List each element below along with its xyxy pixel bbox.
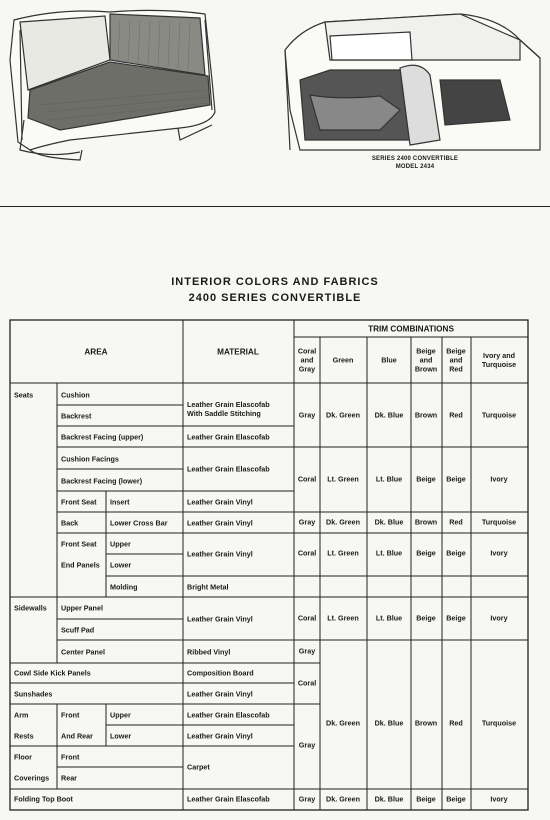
material-row-1: Leather Grain Elascofab With Saddle Stitching [187,400,270,418]
area-floor: Floor [14,752,32,762]
trim-r2-c2: Lt. Green [327,474,359,484]
trim-big-c2: Dk. Green [326,718,360,728]
header-material: MATERIAL [217,347,259,357]
area-sidewalls: Sidewalls [14,603,47,613]
trim-r3-c2: Dk. Green [326,517,360,527]
trim-r5-c2: Lt. Green [327,613,359,623]
material-row-10: Composition Board [187,668,254,678]
area-cushion-facings: Cushion Facings [61,454,119,464]
area-center-panel: Center Panel [61,647,105,657]
area-lower: Lower [110,560,132,570]
trim-boot-c6: Ivory [490,794,508,804]
trim-r3-c4: Brown [414,517,438,527]
material-row-12: Leather Grain Elascofab [187,710,270,720]
area-sunshades: Sunshades [14,689,53,699]
area-cushion: Cushion [61,390,90,400]
area-lower-cross-bar: Lower Cross Bar [110,518,168,528]
trim-boot-c5: Beige [446,794,466,804]
trim-r5-c1: Coral [297,613,317,623]
material-row-11: Leather Grain Vinyl [187,689,253,699]
trim-center-gray: Gray [298,646,316,656]
caption-series: SERIES 2400 CONVERTIBLE [371,156,459,162]
material-row-4: Leather Grain Vinyl [187,497,253,507]
material-row-5: Leather Grain Vinyl [187,518,253,528]
trim-r1-c5: Red [449,410,463,420]
material-row-14: Carpet [187,762,210,772]
trim-r2-c5: Beige [446,474,466,484]
area-front-seat: Front Seat [61,497,97,507]
trim-r3-c5: Red [449,517,463,527]
page-title: INTERIOR COLORS AND FABRICS [171,276,379,288]
area-end-panels: End Panels [61,560,100,570]
area-rests: Rests [14,731,34,741]
area-folding-top-boot: Folding Top Boot [14,794,73,804]
trim-r1-c6: Turquoise [481,410,517,420]
trim-r3-c3: Dk. Blue [374,517,404,527]
trim-r4-c4: Beige [416,548,436,558]
trim-r2-c3: Lt. Blue [375,474,403,484]
trim-r2-c1: Coral [297,474,317,484]
area-scuff-pad: Scuff Pad [61,625,95,635]
trim-r4-c5: Beige [446,548,466,558]
trim-r4-c2: Lt. Green [327,548,359,558]
area-floor-rear: Rear [61,773,77,783]
trim-r2-c6: Ivory [490,474,508,484]
trim-r1-c1: Gray [298,410,316,420]
trim-big-c3: Dk. Blue [374,718,404,728]
area-backrest-facing-upper: Backrest Facing (upper) [61,432,144,442]
area-seats: Seats [14,390,34,400]
material-row-13: Leather Grain Vinyl [187,731,253,741]
trim-big-c4: Brown [414,718,438,728]
material-row-7: Bright Metal [187,582,229,592]
material-row-15: Leather Grain Elascofab [187,794,270,804]
trim-big-c5: Red [449,718,463,728]
area-coverings: Coverings [14,773,50,783]
material-row-3: Leather Grain Elascofab [187,464,270,474]
trim-r4-c6: Ivory [490,548,508,558]
trim-cowl-coral: Coral [297,678,317,688]
caption-model: MODEL 2434 [395,164,435,170]
trim-r5-c3: Lt. Blue [375,613,403,623]
trim-r5-c6: Ivory [490,613,508,623]
area-front-seat-2: Front Seat [61,539,97,549]
header-beige-brown: Beige and Brown [414,346,438,374]
page-subtitle: 2400 SERIES CONVERTIBLE [188,292,362,304]
trim-r3-c6: Turquoise [481,517,517,527]
header-coral-gray: Coral and Gray [297,346,317,374]
area-cowl-side: Cowl Side Kick Panels [14,668,91,678]
area-backrest: Backrest [61,411,92,421]
area-and-rear: And Rear [61,731,93,741]
trim-r1-c3: Dk. Blue [374,410,404,420]
area-arm-front: Front [61,710,80,720]
trim-r5-c5: Beige [446,613,466,623]
header-trim-combinations: TRIM COMBINATIONS [368,324,454,334]
area-arm-upper: Upper [110,710,131,720]
header-blue: Blue [381,355,397,365]
trim-lower-gray: Gray [298,740,316,750]
trim-r4-c1: Coral [297,548,317,558]
trim-r1-c4: Brown [414,410,438,420]
area-back: Back [61,518,79,528]
trim-r2-c4: Beige [416,474,436,484]
trim-r4-c3: Lt. Blue [375,548,403,558]
trim-boot-c1: Gray [298,794,316,804]
trim-r3-c1: Gray [298,517,316,527]
header-area: AREA [84,347,108,357]
trim-boot-c3: Dk. Blue [374,794,404,804]
area-backrest-facing-lower: Backrest Facing (lower) [61,476,143,486]
header-green: Green [332,355,354,365]
material-row-6: Leather Grain Vinyl [187,549,253,559]
material-row-9: Ribbed Vinyl [187,647,231,657]
trim-r1-c2: Dk. Green [326,410,360,420]
area-molding: Molding [110,582,138,592]
area-floor-front: Front [61,752,80,762]
area-upper-panel: Upper Panel [61,603,103,613]
area-arm-lower: Lower [110,731,132,741]
header-beige-red: Beige and Red [446,346,466,374]
trim-boot-c4: Beige [416,794,436,804]
trim-big-c6: Turquoise [481,718,517,728]
area-insert: Insert [110,497,130,507]
area-arm: Arm [14,710,29,720]
trim-r5-c4: Beige [416,613,436,623]
header-ivory-turquoise: Ivory and Turquoise [481,351,517,369]
material-row-8: Leather Grain Vinyl [187,614,253,624]
material-row-2: Leather Grain Elascofab [187,432,270,442]
area-upper: Upper [110,539,131,549]
trim-boot-c2: Dk. Green [326,794,360,804]
